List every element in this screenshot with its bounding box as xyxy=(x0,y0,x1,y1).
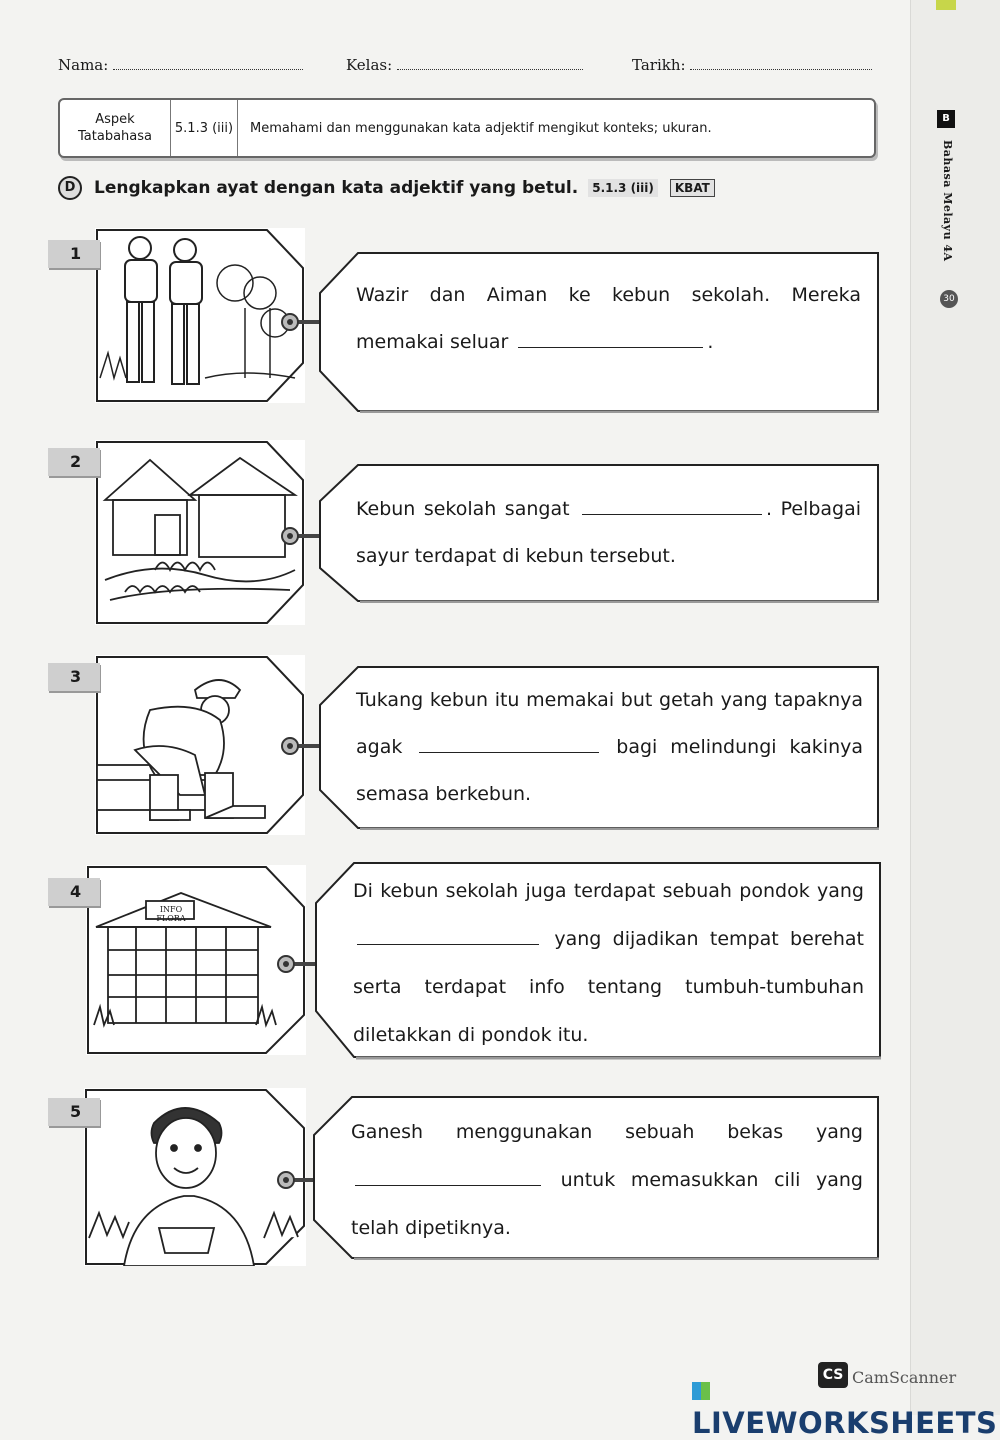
aspek-code: 5.1.3 (iii) xyxy=(171,100,238,156)
sentence-2-before: Kebun sekolah sangat xyxy=(356,498,570,520)
gardener-boots-illustration xyxy=(95,655,305,835)
page-edge-strip xyxy=(910,0,1000,1415)
answer-blank-4[interactable] xyxy=(357,928,539,945)
instruction xyxy=(58,176,715,200)
book-logo-icon: B xyxy=(937,110,955,128)
sentence-3-before: Tukang kebun itu memakai but getah yang tapaknya agak xyxy=(356,689,863,758)
answer-blank-1[interactable] xyxy=(518,331,703,348)
info-flora-hut-illustration xyxy=(86,865,306,1055)
sentence-1 xyxy=(356,272,861,366)
section-letter-badge: D xyxy=(58,176,82,200)
question-number-1: 1 xyxy=(48,240,100,268)
nama-line[interactable] xyxy=(113,57,303,70)
question-item-5 xyxy=(0,1088,910,1268)
nama-field[interactable] xyxy=(58,56,303,74)
question-item-2 xyxy=(0,440,910,625)
liveworksheets-icon xyxy=(692,1382,710,1400)
camscanner-text: CamScanner xyxy=(852,1368,957,1387)
sentence-4 xyxy=(353,867,864,1059)
edge-corner-mark xyxy=(936,0,956,10)
sentence-5-before: Ganesh menggunakan sebuah bekas yang xyxy=(351,1121,863,1143)
page-number: 30 xyxy=(940,290,958,308)
picture-card-1 xyxy=(95,228,305,403)
question-item-4 xyxy=(0,865,910,1065)
camscanner-badge-icon: CS xyxy=(818,1362,848,1388)
sentence-2 xyxy=(356,486,861,580)
sentence-1-before: Wazir dan Aiman ke kebun sekolah. Mereka memakai seluar xyxy=(356,284,861,353)
nama-label: Nama: xyxy=(58,56,109,74)
kelas-line[interactable] xyxy=(397,57,583,70)
sentence-5-after: untuk memasukkan cili yang telah dipetiknya. xyxy=(351,1169,863,1239)
kelas-field[interactable] xyxy=(346,56,583,74)
picture-card-3 xyxy=(95,655,305,835)
students-walking-illustration xyxy=(95,228,305,403)
picture-card-5 xyxy=(84,1088,306,1266)
question-item-1 xyxy=(0,228,910,403)
aspek-description: Memahami dan menggunakan kata adjektif mengikut konteks; ukuran. xyxy=(250,120,712,136)
answer-blank-3[interactable] xyxy=(419,736,599,753)
school-garden-illustration xyxy=(95,440,305,625)
picture-card-4 xyxy=(86,865,306,1055)
boy-with-container-illustration xyxy=(84,1088,306,1266)
liveworksheets-brand: LIVEWORKSHEETS xyxy=(692,1406,998,1440)
sentence-4-after: yang dijadikan tempat berehat serta terdapat info tentang tumbuh-tumbuhan diletakkan di pondok itu. xyxy=(353,928,864,1046)
kbat-badge: KBAT xyxy=(670,179,715,197)
sentence-3 xyxy=(356,677,863,818)
sentence-1-after: . xyxy=(707,331,714,353)
aspek-label: Aspek Tatabahasa xyxy=(60,100,171,156)
instruction-code: 5.1.3 (iii) xyxy=(588,179,658,197)
tarikh-line[interactable] xyxy=(690,57,872,70)
picture-card-2 xyxy=(95,440,305,625)
question-number-4: 4 xyxy=(48,878,100,906)
sentence-2-after: . Pelbagai sayur terdapat di kebun tersebut. xyxy=(356,498,862,567)
tarikh-field[interactable] xyxy=(632,56,872,74)
book-title: Bahasa Melayu 4A xyxy=(941,140,954,262)
answer-blank-5[interactable] xyxy=(355,1169,541,1186)
question-number-5: 5 xyxy=(48,1098,100,1126)
sentence-4-before: Di kebun sekolah juga terdapat sebuah pondok yang xyxy=(353,880,864,902)
sentence-5 xyxy=(351,1108,863,1252)
question-number-2: 2 xyxy=(48,448,100,476)
question-number-3: 3 xyxy=(48,663,100,691)
aspek-box xyxy=(58,98,876,158)
tarikh-label: Tarikh: xyxy=(632,56,686,74)
kelas-label: Kelas: xyxy=(346,56,393,74)
info-flora-sign: INFO FLORA xyxy=(156,905,186,923)
instruction-text: Lengkapkan ayat dengan kata adjektif yang betul. xyxy=(94,178,579,198)
question-item-3 xyxy=(0,655,910,835)
answer-blank-2[interactable] xyxy=(582,498,762,515)
sentence-3-after: bagi melindungi kakinya semasa berkebun. xyxy=(356,736,863,805)
